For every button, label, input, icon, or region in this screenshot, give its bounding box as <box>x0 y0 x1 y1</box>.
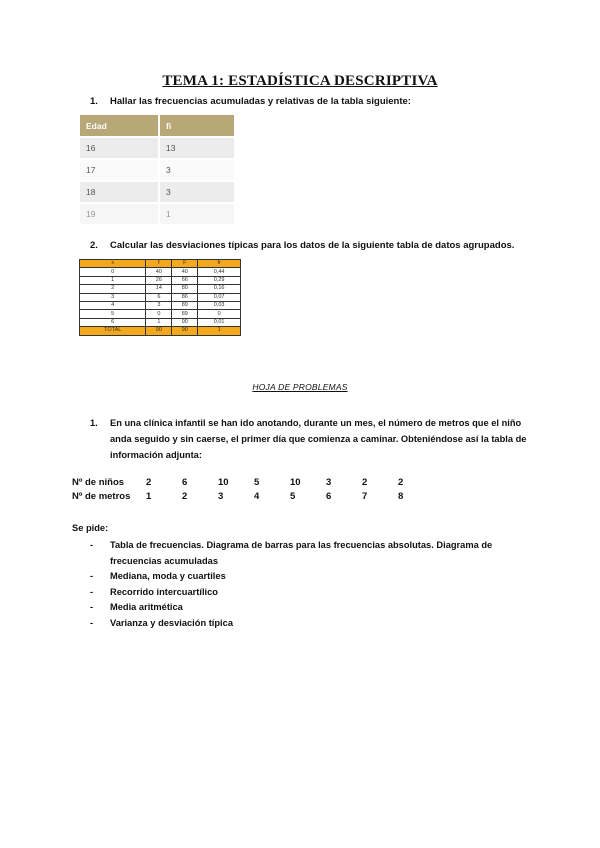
table-cell: 6 <box>80 318 146 326</box>
table-row <box>80 268 241 276</box>
question-1-number: 1. <box>90 96 98 107</box>
table-cell: 90 <box>172 318 198 326</box>
se-pide-label: Se pide: <box>72 523 109 533</box>
list-item-text: Varianza y desviación típica <box>110 617 233 628</box>
table-cell: 3 <box>80 293 146 301</box>
table-cell: 3 <box>159 181 234 203</box>
table-header-cell: x <box>80 260 146 268</box>
table-cell: 1 <box>80 276 146 284</box>
table-header-cell: F <box>172 260 198 268</box>
table-row <box>80 301 241 309</box>
table-row <box>80 181 234 203</box>
list-item-text: Media aritmética <box>110 602 183 612</box>
data-value: 7 <box>362 491 368 502</box>
data-value: 3 <box>218 491 224 502</box>
table-row <box>80 159 234 181</box>
table-cell: 0,01 <box>198 318 241 326</box>
list-item <box>90 538 530 569</box>
problem-1 <box>90 415 530 463</box>
list-item <box>90 569 530 585</box>
table-header-cell: fr <box>198 260 241 268</box>
table-header-row <box>80 260 241 268</box>
table-row <box>80 276 241 284</box>
table-cell: 40 <box>172 268 198 276</box>
table-cell: 1 <box>146 318 172 326</box>
data-value: 4 <box>254 491 260 502</box>
data-value: 2 <box>182 491 188 502</box>
table-cell: 0 <box>198 310 241 318</box>
table-row <box>80 203 234 225</box>
question-1-text: Hallar las frecuencias acumuladas y relativas de la tabla siguiente: <box>110 96 411 107</box>
table-header-row <box>80 115 234 137</box>
question-2-number: 2. <box>90 240 98 251</box>
table-cell: 90 <box>146 327 172 335</box>
data-value: 5 <box>254 477 260 488</box>
table-cell: 0,44 <box>198 268 241 276</box>
table-cell: 19 <box>80 203 159 225</box>
table-row <box>80 310 241 318</box>
table-cell: 17 <box>80 159 159 181</box>
data-value: 10 <box>218 477 229 488</box>
table-header-cell: Edad <box>80 115 159 137</box>
list-item <box>90 616 530 632</box>
data-value: 6 <box>326 491 332 502</box>
section-title: HOJA DE PROBLEMAS <box>252 382 348 392</box>
table-cell: 90 <box>172 327 198 335</box>
table-row <box>80 293 241 301</box>
list-item-text: Tabla de frecuencias. Diagrama de barras para las frecuencias absolutas. Diagrama de frecuencias acumuladas <box>110 540 493 566</box>
table-cell: 0,03 <box>198 301 241 309</box>
table-row <box>80 285 241 293</box>
row-label: Nº de niños <box>72 477 125 488</box>
list-marker: - <box>90 602 94 612</box>
list-item <box>90 585 530 601</box>
table-cell: 16 <box>80 137 159 159</box>
data-value: 2 <box>398 477 404 488</box>
data-value: 10 <box>290 477 301 488</box>
table-cell: 26 <box>146 276 172 284</box>
table-cell: 1 <box>198 327 241 335</box>
table-cell: 13 <box>159 137 234 159</box>
list-marker: - <box>90 540 94 550</box>
data-value: 5 <box>290 491 296 502</box>
data-value: 2 <box>362 477 368 488</box>
list-item <box>90 600 530 616</box>
table-cell: 0 <box>80 268 146 276</box>
table-cell: 4 <box>80 301 146 309</box>
table-cell: 89 <box>172 301 198 309</box>
table-cell: 3 <box>146 301 172 309</box>
row-label: Nº de metros <box>72 491 131 502</box>
table-cell: 18 <box>80 181 159 203</box>
table-row <box>80 137 234 159</box>
tasks-list <box>90 538 530 631</box>
table-header-cell: f <box>146 260 172 268</box>
table-cell: 3 <box>159 159 234 181</box>
page-title: TEMA 1: ESTADÍSTICA DESCRIPTIVA <box>162 73 438 89</box>
table-cell: 0,16 <box>198 285 241 293</box>
table-cell: 14 <box>146 285 172 293</box>
table-cell: 89 <box>172 310 198 318</box>
problem-1-number: 1. <box>90 418 98 428</box>
list-marker: - <box>90 617 94 628</box>
table-cell: 0,29 <box>198 276 241 284</box>
data-value: 3 <box>326 477 332 488</box>
table-cell: 5 <box>80 310 146 318</box>
list-marker: - <box>90 586 94 597</box>
ages-table <box>80 115 234 226</box>
table-cell: 2 <box>80 285 146 293</box>
list-marker: - <box>90 571 94 581</box>
table-cell: 0 <box>146 310 172 318</box>
grouped-data-table <box>79 259 241 336</box>
data-value: 6 <box>182 477 188 488</box>
data-value: 8 <box>398 491 404 502</box>
table-cell: 80 <box>172 285 198 293</box>
question-2-text: Calcular las desviaciones típicas para los datos de la siguiente tabla de datos agrupados. <box>110 240 515 251</box>
data-value: 1 <box>146 491 152 502</box>
question-1 <box>90 96 411 107</box>
table-cell: 66 <box>172 276 198 284</box>
table-header-cell: fi <box>159 115 234 137</box>
table-cell: 40 <box>146 268 172 276</box>
table-total-row <box>80 327 241 335</box>
table-row <box>80 318 241 326</box>
table-cell: 1 <box>159 203 234 225</box>
table-cell: TOTAL <box>80 327 146 335</box>
table-cell: 0,07 <box>198 293 241 301</box>
data-value: 2 <box>146 477 152 488</box>
table-cell: 6 <box>146 293 172 301</box>
list-item-text: Recorrido intercuartílico <box>110 586 218 597</box>
table-cell: 86 <box>172 293 198 301</box>
list-item-text: Mediana, moda y cuartiles <box>110 571 226 581</box>
problem-1-text: En una clínica infantil se han ido anotando, durante un mes, el número de metros que el niño anda seguido y sin caerse, el primer día que comienza a caminar. Obteniéndose así la tabla de información adjunta: <box>110 418 527 460</box>
question-2 <box>90 240 514 251</box>
